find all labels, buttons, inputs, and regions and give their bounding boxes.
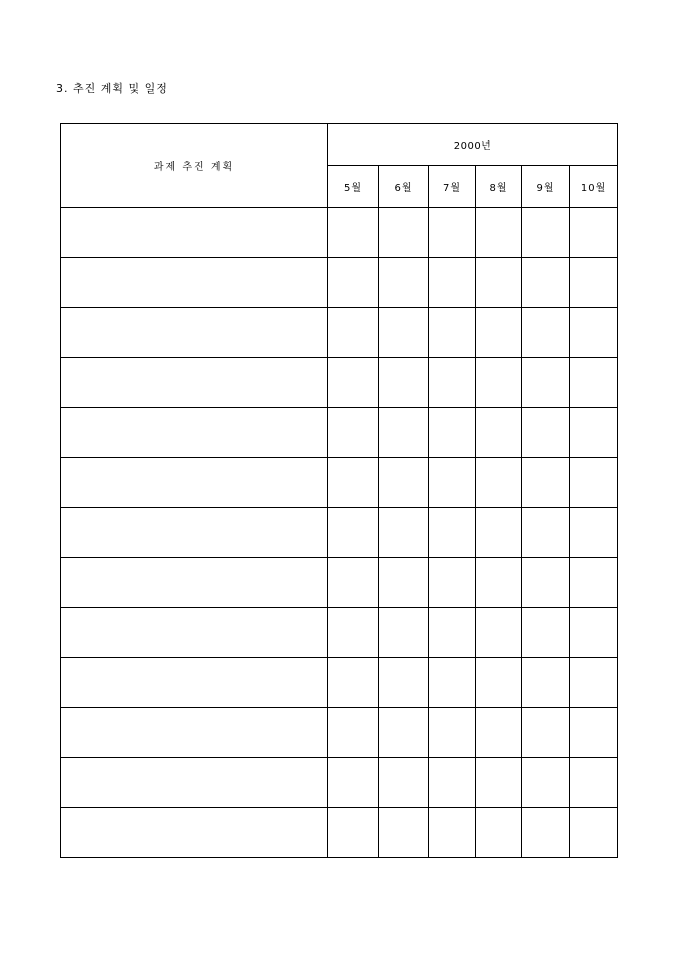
schedule-cell[interactable]: [429, 408, 476, 458]
schedule-cell[interactable]: [379, 558, 429, 608]
schedule-cell[interactable]: [379, 308, 429, 358]
schedule-cell[interactable]: [476, 708, 522, 758]
schedule-cell[interactable]: [570, 408, 618, 458]
schedule-cell[interactable]: [570, 458, 618, 508]
table-row: [61, 508, 618, 558]
schedule-cell[interactable]: [429, 308, 476, 358]
schedule-cell[interactable]: [522, 458, 570, 508]
schedule-cell[interactable]: [379, 508, 429, 558]
schedule-cell[interactable]: [429, 258, 476, 308]
schedule-cell[interactable]: [379, 808, 429, 858]
schedule-cell[interactable]: [379, 408, 429, 458]
schedule-cell[interactable]: [522, 608, 570, 658]
schedule-cell[interactable]: [429, 508, 476, 558]
month-header-may: 5월: [328, 166, 379, 208]
schedule-cell[interactable]: [328, 558, 379, 608]
task-cell[interactable]: [61, 758, 328, 808]
task-cell[interactable]: [61, 258, 328, 308]
table-row: [61, 758, 618, 808]
schedule-cell[interactable]: [379, 708, 429, 758]
month-header-sep: 9월: [522, 166, 570, 208]
schedule-cell[interactable]: [522, 308, 570, 358]
schedule-cell[interactable]: [522, 658, 570, 708]
schedule-cell[interactable]: [570, 308, 618, 358]
schedule-cell[interactable]: [429, 808, 476, 858]
task-cell[interactable]: [61, 658, 328, 708]
month-header-oct: 10월: [570, 166, 618, 208]
schedule-cell[interactable]: [429, 358, 476, 408]
table-row: [61, 258, 618, 308]
header-row-year: [61, 124, 618, 166]
table-row: [61, 658, 618, 708]
schedule-cell[interactable]: [570, 508, 618, 558]
schedule-cell[interactable]: [476, 458, 522, 508]
schedule-cell[interactable]: [328, 408, 379, 458]
table-row: [61, 708, 618, 758]
schedule-cell[interactable]: [476, 258, 522, 308]
schedule-cell[interactable]: [476, 758, 522, 808]
task-cell[interactable]: [61, 408, 328, 458]
schedule-cell[interactable]: [476, 208, 522, 258]
schedule-cell[interactable]: [379, 608, 429, 658]
schedule-cell[interactable]: [570, 708, 618, 758]
month-header-aug: 8월: [476, 166, 522, 208]
table-row: [61, 558, 618, 608]
task-plan-header: 과제 추진 계획: [61, 124, 328, 208]
schedule-cell[interactable]: [379, 758, 429, 808]
schedule-cell[interactable]: [570, 608, 618, 658]
schedule-cell[interactable]: [328, 208, 379, 258]
schedule-cell[interactable]: [379, 358, 429, 408]
schedule-cell[interactable]: [379, 258, 429, 308]
schedule-cell[interactable]: [379, 208, 429, 258]
schedule-cell[interactable]: [476, 808, 522, 858]
task-cell[interactable]: [61, 508, 328, 558]
schedule-cell[interactable]: [522, 758, 570, 808]
task-cell[interactable]: [61, 458, 328, 508]
schedule-cell[interactable]: [522, 208, 570, 258]
schedule-cell[interactable]: [522, 258, 570, 308]
month-header-jul: 7월: [429, 166, 476, 208]
table-row: [61, 408, 618, 458]
schedule-cell[interactable]: [522, 508, 570, 558]
schedule-cell[interactable]: [570, 758, 618, 808]
schedule-cell[interactable]: [570, 558, 618, 608]
schedule-cell[interactable]: [429, 208, 476, 258]
table-row: [61, 358, 618, 408]
schedule-cell[interactable]: [429, 558, 476, 608]
task-cell[interactable]: [61, 358, 328, 408]
table-row: [61, 458, 618, 508]
section-heading: 3. 추진 계획 및 일정: [56, 82, 168, 95]
table-row: [61, 808, 618, 858]
task-cell[interactable]: [61, 558, 328, 608]
schedule-cell[interactable]: [476, 408, 522, 458]
schedule-cell[interactable]: [379, 658, 429, 708]
schedule-cell[interactable]: [328, 258, 379, 308]
schedule-cell[interactable]: [328, 758, 379, 808]
schedule-cell[interactable]: [522, 358, 570, 408]
table-row: [61, 308, 618, 358]
schedule-cell[interactable]: [328, 358, 379, 408]
schedule-cell[interactable]: [328, 708, 379, 758]
schedule-cell[interactable]: [429, 458, 476, 508]
schedule-cell[interactable]: [522, 408, 570, 458]
schedule-cell[interactable]: [476, 508, 522, 558]
schedule-cell[interactable]: [328, 808, 379, 858]
schedule-cell[interactable]: [476, 358, 522, 408]
schedule-cell[interactable]: [328, 508, 379, 558]
task-cell[interactable]: [61, 308, 328, 358]
schedule-cell[interactable]: [570, 808, 618, 858]
schedule-table: [60, 123, 618, 858]
year-header: 2000년: [328, 124, 618, 166]
schedule-cell[interactable]: [570, 358, 618, 408]
schedule-cell[interactable]: [476, 658, 522, 708]
task-cell[interactable]: [61, 608, 328, 658]
schedule-cell[interactable]: [476, 558, 522, 608]
schedule-cell[interactable]: [570, 658, 618, 708]
schedule-cell[interactable]: [328, 458, 379, 508]
schedule-cell[interactable]: [522, 558, 570, 608]
task-cell[interactable]: [61, 708, 328, 758]
schedule-cell[interactable]: [379, 458, 429, 508]
task-cell[interactable]: [61, 808, 328, 858]
schedule-cell[interactable]: [429, 708, 476, 758]
schedule-cell[interactable]: [522, 708, 570, 758]
schedule-cell[interactable]: [570, 208, 618, 258]
table-row: [61, 208, 618, 258]
schedule-cell[interactable]: [429, 608, 476, 658]
month-header-jun: 6월: [379, 166, 429, 208]
schedule-cell[interactable]: [476, 308, 522, 358]
task-cell[interactable]: [61, 208, 328, 258]
schedule-cell[interactable]: [429, 658, 476, 708]
schedule-cell[interactable]: [328, 658, 379, 708]
schedule-cell[interactable]: [522, 808, 570, 858]
schedule-cell[interactable]: [328, 608, 379, 658]
table-row: [61, 608, 618, 658]
schedule-cell[interactable]: [429, 758, 476, 808]
schedule-cell[interactable]: [570, 258, 618, 308]
schedule-cell[interactable]: [328, 308, 379, 358]
schedule-cell[interactable]: [476, 608, 522, 658]
